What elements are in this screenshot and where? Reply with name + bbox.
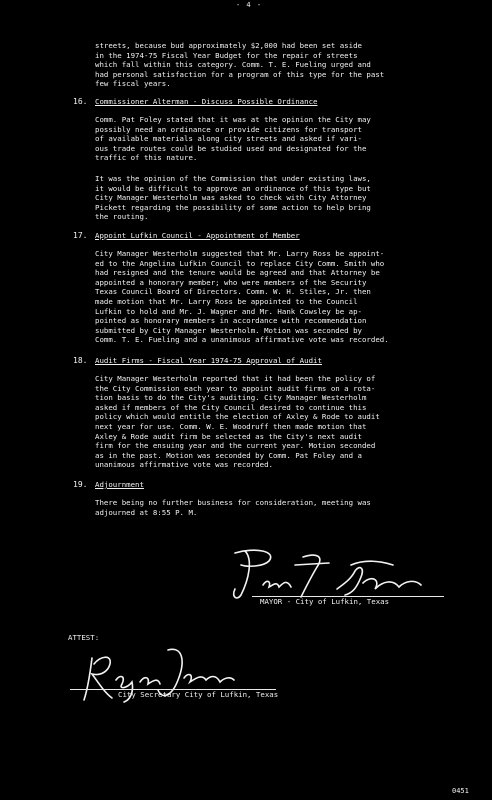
- text-line: Texas Council Board of Directors. Comm. W. H. Stiles, Jr. then: [95, 287, 371, 297]
- section-paragraph: [95, 174, 371, 222]
- section-paragraph: [95, 498, 371, 517]
- section-heading: Audit Firms - Fiscal Year 1974-75 Approval of Audit: [95, 356, 322, 365]
- text-line: as in the past. Motion was seconded by Comm. Pat Foley and a: [95, 450, 362, 460]
- text-line: ous trade routes could be studied used and designated for the: [95, 143, 367, 153]
- text-line: traffic of this nature.: [95, 153, 198, 163]
- text-line: streets, because bud approximately $2,000 had been set aside: [95, 41, 362, 50]
- text-line: of available materials along city streets and asked if vari-: [95, 134, 362, 144]
- text-line: pointed as honorary members in accordance with recommendation: [95, 316, 367, 326]
- text-line: firm for the ensuing year and the current year. Motion seconded: [95, 441, 376, 451]
- section-number: 16.: [73, 97, 88, 106]
- text-line: the City Commission each year to appoint audit firms on a rota-: [95, 383, 376, 393]
- mayor-signature-caption: MAYOR - City of Lufkin, Texas: [260, 597, 390, 606]
- section-paragraph: [95, 115, 371, 163]
- footer-mark: 0451: [452, 787, 469, 795]
- attest-label: ATTEST:: [68, 633, 100, 642]
- text-line: in the 1974-75 Fiscal Year Budget for the repair of streets: [95, 50, 358, 60]
- text-line: adjourned at 8:55 P. M.: [95, 507, 198, 517]
- section-heading: Adjournment: [95, 480, 144, 489]
- text-line: few fiscal years.: [95, 79, 171, 89]
- section-heading: Commissioner Alterman - Discuss Possible Ordinance: [95, 97, 318, 106]
- intro-paragraph: [95, 41, 384, 89]
- text-line: the routing.: [95, 212, 149, 222]
- text-line: City Manager Westerholm was asked to check with City Attorney: [95, 193, 367, 203]
- text-line: City Manager Westerholm reported that it had been the policy of: [95, 374, 376, 383]
- section-number: 19.: [73, 480, 88, 489]
- text-line: tion basis to do the City's auditing. City Manager Westerholm: [95, 393, 367, 403]
- text-line: had resigned and the tenure would be agreed and that Attorney be: [95, 268, 380, 278]
- text-line: Pickett regarding the possibility of some action to help bring: [95, 202, 371, 212]
- text-line: Comm. Pat Foley stated that it was at the opinion the City may: [95, 115, 371, 124]
- text-line: It was the opinion of the Commission that under existing laws,: [95, 174, 371, 183]
- section-number: 17.: [73, 231, 88, 240]
- text-line: it would be difficult to approve an ordinance of this type but: [95, 183, 371, 193]
- section-paragraph: [95, 374, 380, 470]
- text-line: next year for use. Comm. W. E. Woodruff then made motion that: [95, 421, 367, 431]
- text-line: which fall within this category. Comm. T. E. Fueling urged and: [95, 60, 371, 70]
- text-line: City Manager Westerholm suggested that Mr. Larry Ross be appoint-: [95, 249, 385, 258]
- section-paragraph: [95, 249, 389, 345]
- text-line: possibly need an ordinance or provide citizens for transport: [95, 124, 362, 134]
- section-number: 18.: [73, 356, 88, 365]
- text-line: Comm. T. E. Fueling and a unanimous affirmative vote was recorded.: [95, 335, 389, 345]
- secretary-signature-caption: City Secretary City of Lufkin, Texas: [118, 690, 279, 699]
- text-line: had personal satisfaction for a program of this type for the past: [95, 69, 385, 79]
- text-line: submitted by City Manager Westerholm. Motion was seconded by: [95, 325, 362, 335]
- section-heading: Appoint Lufkin Council - Appointment of Member: [95, 231, 300, 240]
- text-line: There being no further business for consideration, meeting was: [95, 498, 371, 507]
- text-line: asked if members of the City Council desired to continue this: [95, 402, 367, 412]
- text-line: appointed a honorary member; who were members of the Security: [95, 277, 367, 287]
- text-line: ed to the Angelina Lufkin Council to replace City Comm. Smith who: [95, 258, 385, 268]
- text-line: Lufkin to hold and Mr. J. Wagner and Mr. Hank Cowsley be ap-: [95, 306, 362, 316]
- page-number: - 4 -: [236, 1, 263, 9]
- text-line: Axley & Rode audit firm be selected as the City's next audit: [95, 431, 362, 441]
- text-line: policy which would entitle the election of Axley & Rode to audit: [95, 412, 380, 422]
- text-line: unanimous affirmative vote was recorded.: [95, 460, 273, 470]
- text-line: made motion that Mr. Larry Ross be appointed to the Council: [95, 296, 358, 306]
